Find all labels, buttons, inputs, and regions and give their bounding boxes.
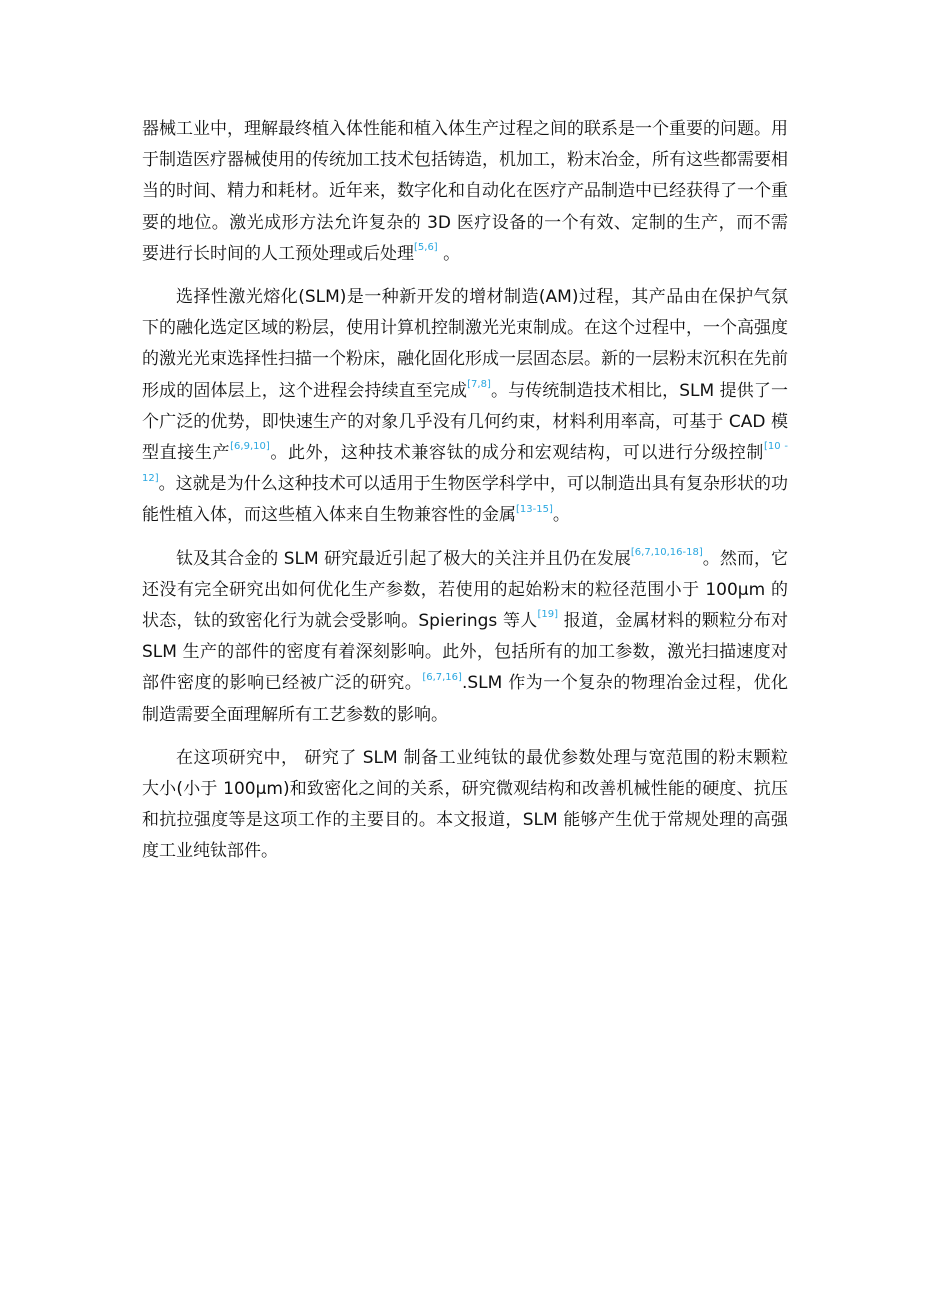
paragraph-study-aims [142, 743, 788, 868]
paragraph-text: .SLM 作为一个复杂的物理冶金过程，优化制造需要全面理解所有工艺参数的影响。 [142, 673, 788, 725]
paragraph-text: 在这项研究中， 研究了 SLM 制备工业纯钛的最优参数处理与宽范围的粉末颗粒大小(小于 100μm)和致密化之间的关系，研究微观结构和改善机械性能的硬度、抗压和抗拉强度等是这项工作的主要目的。本文报道，SLM 能够产生优于常规处理的高强度工业纯钛部件。 [142, 747, 788, 862]
paragraph-text: 。此外，这种技术兼容钛的成分和宏观结构，可以进行分级控制 [269, 443, 764, 464]
paragraph-intro-continued [142, 114, 788, 270]
paragraph-titanium-slm-research [142, 544, 788, 731]
paragraph-text: 钛及其合金的 SLM 研究最近引起了极大的关注并且仍在发展 [176, 548, 631, 569]
citation-reference: [6,7,16] [422, 671, 462, 683]
paragraph-text: 。然而，它还没有完全研究出如何优化生产参数，若使用的起始粉末的粒径范围小于 100μm 的状态，钛的致密化行为就会受影响。Spierings 等人 [142, 548, 788, 632]
citation-reference: [6,7,10,16-18] [630, 546, 703, 558]
paragraph-text: 器械工业中，理解最终植入体性能和植入体生产过程之间的联系是一个重要的问题。用于制造医疗器械使用的传统加工技术包括铸造，机加工，粉末冶金，所有这些都需要相当的时间、精力和耗材。近年来，数字化和自动化在医疗产品制造中已经获得了一个重要的地位。激光成形方法允许复杂的 3D 医疗设备的一个有效、定制的生产，而不需要进行长时间的人工预处理或后处理 [142, 119, 788, 264]
document-body [142, 114, 788, 880]
citation-reference: [19] [537, 609, 559, 621]
paragraph-text: 。这就是为什么这种技术可以适用于生物医学科学中，可以制造出具有复杂形状的功能性植入体，而这些植入体来自生物兼容性的金属 [142, 474, 788, 526]
paragraph-text: 。 [437, 243, 461, 264]
paragraph-slm-overview [142, 282, 788, 532]
citation-reference: [10 - 12] [142, 441, 788, 484]
citation-reference: [7,8] [467, 378, 491, 390]
citation-reference: [6,9,10] [230, 441, 270, 453]
citation-reference: [5,6] [414, 242, 438, 254]
paragraph-text: 。 [552, 505, 570, 526]
paragraph-text: 。与传统制造技术相比，SLM 提供了一个广泛的优势，即快速生产的对象几乎没有几何约束，材料利用率高，可基于 CAD 模型直接生产 [142, 380, 788, 464]
paragraph-text: 选择性激光熔化(SLM)是一种新开发的增材制造(AM)过程，其产品由在保护气氛下的融化选定区域的粉层，使用计算机控制激光光束制成。在这个过程中，一个高强度的激光光束选择性扫描一个粉床，融化固化形成一层固态层。新的一层粉末沉积在先前形成的固体层上，这个进程会持续直至完成 [142, 287, 788, 401]
paragraph-text: 报道，金属材料的颗粒分布对 SLM 生产的部件的密度有着深刻影响。此外，包括所有的加工参数，激光扫描速度对部件密度的影响已经被广泛的研究。 [142, 611, 788, 694]
citation-reference: [13-15] [516, 503, 553, 515]
